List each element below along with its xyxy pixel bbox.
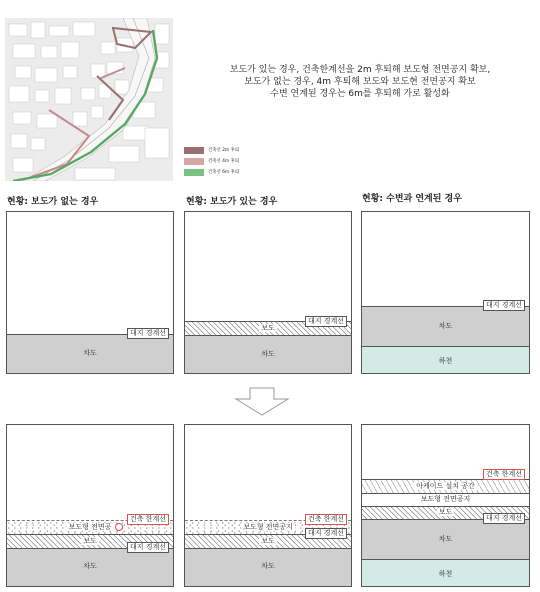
- road-label: 차도: [83, 562, 97, 570]
- lot-line-tag: 대지 경계선: [127, 328, 169, 339]
- legend-item-2m: [184, 147, 239, 154]
- front-space-label: 보도형 전면공지: [243, 523, 293, 531]
- lot-line-tag: 대지 경계선: [305, 316, 347, 327]
- river-band: [362, 559, 529, 586]
- road-label: 차도: [261, 350, 275, 358]
- panel-proposal-with-sidewalk: [184, 424, 352, 587]
- legend-label-4m: 건축선 4m 후퇴: [208, 159, 240, 164]
- sidewalk-label: 보도: [438, 508, 453, 516]
- sidewalk-label: 보도: [261, 537, 275, 545]
- building-line-tag: 건축 한계선: [127, 514, 169, 525]
- panel-proposal-waterfront: [361, 424, 530, 587]
- header-line-3: 수변 연계된 경우는 6m를 후퇴해 가로 활성화: [270, 89, 450, 99]
- building-line-tag: 건축 한계선: [483, 469, 525, 480]
- road-band: [7, 548, 173, 586]
- down-arrow-icon: [232, 387, 292, 421]
- site-map-drawing: [5, 18, 173, 181]
- sidewalk-label: 보도: [261, 324, 275, 332]
- road-label: 차도: [438, 535, 453, 543]
- front-space-label: 보도형 전면공지: [420, 495, 471, 503]
- legend-label-6m: 건축선 6m 후퇴: [208, 170, 240, 175]
- panel-proposal-no-sidewalk: [6, 424, 174, 587]
- legend-swatch-2m: [184, 147, 204, 154]
- river-label: 하천: [438, 357, 453, 365]
- marker-icon: [115, 523, 123, 531]
- front-space-label: 보도형 전면공: [68, 523, 112, 531]
- road-label: 차도: [438, 322, 453, 330]
- road-band: [7, 334, 173, 373]
- road-band: [185, 335, 351, 373]
- site-map: [5, 18, 173, 181]
- column-title-waterfront: 현황: 수변과 연계된 경우: [362, 194, 462, 204]
- road-label: 차도: [83, 349, 97, 357]
- road-label: 차도: [261, 562, 275, 570]
- lot-line-tag: 대지 경계선: [305, 528, 347, 539]
- legend-label-2m: 건축선 2m 후퇴: [208, 148, 240, 153]
- front-space-band: [362, 493, 529, 506]
- lot-line-tag: 대지 경계선: [483, 300, 525, 311]
- arcade-label: 아케이드 설치 공간: [416, 482, 475, 490]
- header-line-2: 보도가 없는 경우, 4m 후퇴해 보도와 보도현 전면공지 확보: [244, 77, 476, 87]
- arcade-band: [362, 479, 529, 493]
- legend-swatch-4m: [184, 158, 204, 165]
- column-title-no-sidewalk: 현황: 보도가 없는 경우: [7, 197, 99, 207]
- header-line-1: 보도가 있는 경우, 건축한계선을 2m 후퇴해 보도형 전면공지 확보,: [229, 65, 491, 75]
- river-band: [362, 346, 529, 373]
- panel-current-no-sidewalk: [6, 211, 174, 374]
- road-band: [185, 548, 351, 586]
- panel-current-waterfront: [361, 211, 530, 374]
- lot-line-tag: 대지 경계선: [483, 513, 525, 524]
- sidewalk-label: 보도: [83, 537, 97, 545]
- river-label: 하천: [438, 570, 453, 578]
- road-band: [362, 519, 529, 559]
- legend-item-4m: [184, 158, 239, 165]
- panel-current-with-sidewalk: [184, 211, 352, 374]
- road-band: [362, 306, 529, 346]
- legend-item-6m: [184, 169, 239, 176]
- lot-line-tag: 대지 경계선: [127, 542, 169, 553]
- legend-swatch-6m: [184, 169, 204, 176]
- column-title-with-sidewalk: 현황: 보도가 있는 경우: [186, 197, 278, 207]
- building-line-tag: 건축 한계선: [305, 514, 347, 525]
